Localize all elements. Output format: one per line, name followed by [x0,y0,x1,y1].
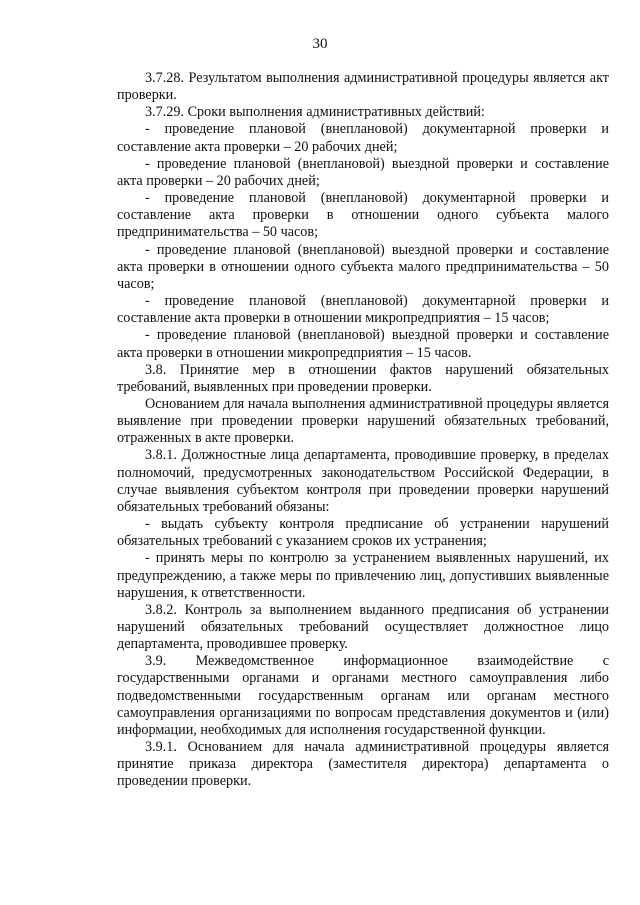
list-item-documentary-check: - проведение плановой (внеплановой) документарной проверки и составление акта проверки – 20 рабочих дней; [117,121,609,155]
list-item-take-measures: - принять меры по контролю за устранением выявленных нарушений, их предупреждению, а также меры по привлечению лиц, допустивших выявленные нарушения, к ответственности. [117,550,609,601]
paragraph-3-8-basis: Основанием для начала выполнения административной процедуры является выявление при проведении проверки нарушений обязательных требований, отраженных в акте проверки. [117,395,609,447]
paragraph-3-8-2: 3.8.2. Контроль за выполнением выданного предписания об устранении нарушений обязательных требований осуществляет должностное лицо департамента, проводившее проверку. [117,601,609,653]
paragraph-3-9-1: 3.9.1. Основанием для начала административной процедуры является принятие приказа директора (заместителя директора) департамента о проведении проверки. [117,739,609,790]
list-item-field-microenterprise: - проведение плановой (внеплановой) выездной проверки и составление акта проверки в отношении микропредприятия – 15 часов. [117,327,609,361]
paragraph-3-7-29: 3.7.29. Сроки выполнения административных действий: [145,104,485,121]
list-item-documentary-microenterprise: - проведение плановой (внеплановой) документарной проверки и составление акта проверки в отношении микропредприятия – 15 часов; [117,293,609,327]
paragraph-3-9: 3.9. Межведомственное информационное взаимодействие с государственными органами и органами местного самоуправления либо подведомственными государственным органам или органам местного самоуправления организациями по вопросам представления документов и (или) информации, необходимых для исполнения государственной функции. [117,653,609,738]
paragraph-3-7-28: 3.7.28. Результатом выполнения административной процедуры является акт проверки. [117,70,609,104]
paragraph-3-8: 3.8. Принятие мер в отношении фактов нарушений обязательных требований, выявленных при проведении проверки. [117,361,609,395]
list-item-field-check: - проведение плановой (внеплановой) выездной проверки и составление акта проверки – 20 рабочих дней; [117,155,609,189]
paragraph-3-8-1: 3.8.1. Должностные лица департамента, проводившие проверку, в пределах полномочий, предусмотренных законодательством Российской Федерации, в случае выявления субъектом контроля при проведении проверки нарушений обязательных требований обязаны: [117,447,609,515]
page-number: 30 [312,36,328,52]
list-item-field-small-business: - проведение плановой (внеплановой) выездной проверки и составление акта проверки в отношении одного субъекта малого предпринимательства – 50 часов; [117,241,609,292]
document-body [117,70,609,791]
list-item-issue-order: - выдать субъекту контроля предписание об устранении нарушений обязательных требований с указанием сроков их устранения; [117,516,609,550]
list-item-documentary-small-business: - проведение плановой (внеплановой) документарной проверки и составление акта проверки в отношении одного субъекта малого предпринимательства – 50 часов; [117,190,609,241]
